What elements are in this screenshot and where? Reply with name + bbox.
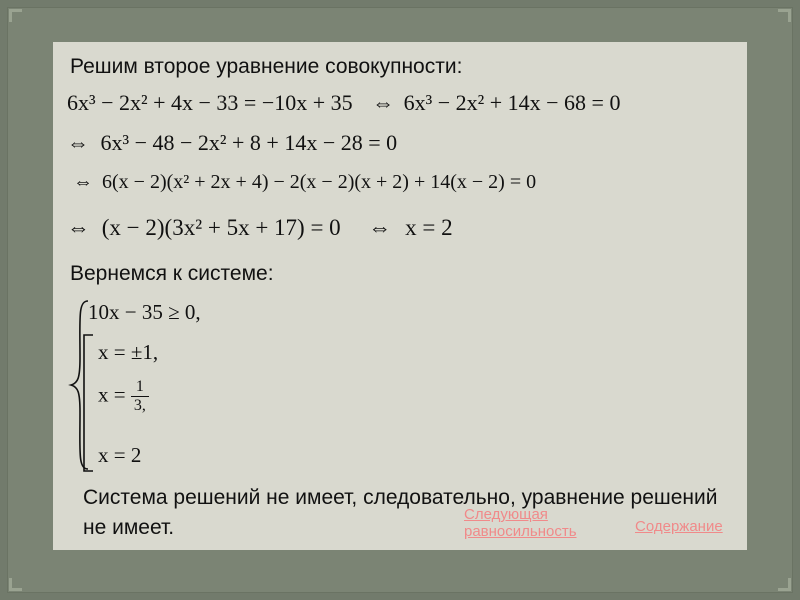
equivalence-arrow: ⇔ (368, 215, 392, 240)
equation-line-1-left: 6x³ − 2x² + 4x − 33 = −10x + 35 (67, 90, 353, 115)
contents-link[interactable]: Содержание (635, 518, 723, 535)
equation-line-3 (73, 171, 536, 194)
heading-return-to-system: Вернемся к системе: (70, 262, 274, 285)
equivalence-arrow: ⇔ (67, 215, 90, 240)
equivalence-arrow: ⇔ (67, 130, 89, 155)
frame-corner (9, 578, 22, 591)
system-inequality: 10x − 35 ≥ 0, (88, 300, 201, 324)
equation-line-1 (67, 90, 620, 116)
equivalence-arrow: ⇔ (73, 171, 93, 193)
equation-line-3-body: 6(x − 2)(x² + 2x + 4) − 2(x − 2)(x + 2) + 14(x − 2) = 0 (102, 171, 537, 193)
set-case-2 (98, 378, 149, 415)
equation-line-2 (67, 130, 397, 156)
conclusion-text: Система решений не имеет, следовательно, уравнение решений не имеет. (83, 486, 718, 539)
equation-line-4-body: (x − 2)(3x² + 5x + 17) = 0 (101, 215, 341, 240)
next-equivalence-link[interactable]: Следующая равносильность (464, 506, 577, 540)
equation-line-4-result: x = 2 (405, 215, 453, 240)
set-case-3: x = 2 (98, 443, 142, 467)
set-bracket-icon (80, 333, 96, 473)
equation-line-4 (67, 215, 453, 241)
slide-content-panel (53, 42, 747, 550)
equivalence-arrow: ⇔ (372, 90, 395, 115)
equation-line-2-body: 6x³ − 48 − 2x² + 8 + 14x − 28 = 0 (100, 130, 398, 155)
fraction-numerator: 1 (131, 378, 149, 397)
equation-line-1-right: 6x³ − 2x² + 14x − 68 = 0 (403, 90, 621, 115)
set-case-1: x = ±1, (98, 340, 159, 364)
frame-corner (778, 578, 791, 591)
frame-corner (778, 9, 791, 22)
fraction-denominator: 3, (133, 397, 146, 414)
heading-solve-second-equation: Решим второе уравнение совокупности: (70, 55, 463, 78)
set-case-2-left: x = (98, 382, 126, 407)
fraction (131, 378, 149, 415)
frame-corner (9, 9, 22, 22)
